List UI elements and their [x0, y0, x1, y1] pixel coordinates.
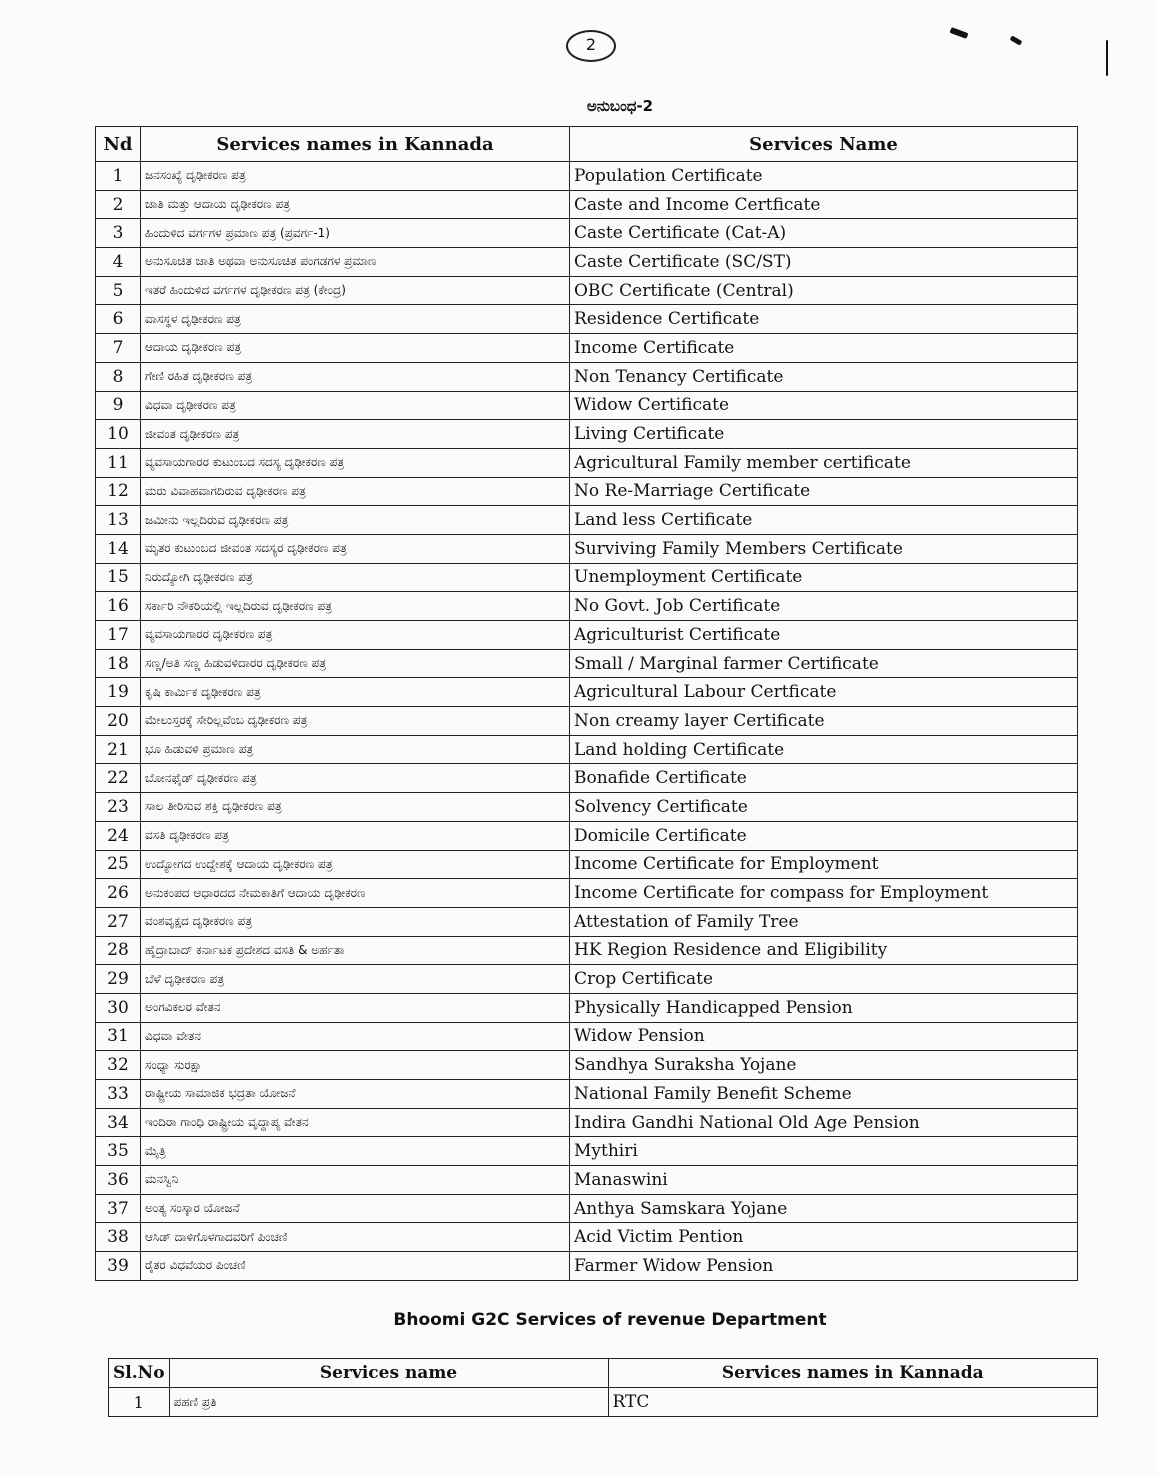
- annex-heading: ಅನುಬಂಧ-2: [586, 97, 654, 115]
- cell-no: 29: [96, 965, 141, 994]
- cell-english: Indira Gandhi National Old Age Pension: [570, 1108, 1078, 1137]
- cell-english: No Re-Marriage Certificate: [570, 477, 1078, 506]
- table-row: [96, 477, 1078, 506]
- cell-english: Small / Marginal farmer Certificate: [570, 649, 1078, 678]
- cell-english: Agricultural Family member certificate: [570, 448, 1078, 477]
- cell-no: 8: [96, 362, 141, 391]
- cell-kannada: ಇಂದಿರಾ ಗಾಂಧಿ ರಾಷ್ಟ್ರೀಯ ವೃದ್ಧಾಪ್ಯ ವೇತನ: [141, 1108, 570, 1137]
- table-row: [96, 506, 1078, 535]
- cell-no: 3: [96, 219, 141, 248]
- cell-kannada: ಭೂ ಹಿಡುವಳಿ ಪ್ರಮಾಣ ಪತ್ರ: [141, 735, 570, 764]
- cell-kannada: ಜಮೀನು ಇಲ್ಲದಿರುವ ದೃಢೀಕರಣ ಪತ್ರ: [141, 506, 570, 535]
- cell-kannada: ಕೃಷಿ ಕಾರ್ಮಿಕ ದೃಢೀಕರಣ ಪತ್ರ: [141, 678, 570, 707]
- cell-no: 6: [96, 305, 141, 334]
- header-kannada: Services names in Kannada: [141, 127, 570, 162]
- cell-kannada: ಜೀವಂತ ದೃಢೀಕರಣ ಪತ್ರ: [141, 420, 570, 449]
- table-header-row: [109, 1359, 1098, 1388]
- table-row: [96, 391, 1078, 420]
- cell-kannada: ಗೇಣಿ ರಹಿತ ದೃಢೀಕರಣ ಪತ್ರ: [141, 362, 570, 391]
- cell-no: 23: [96, 793, 141, 822]
- cell-english: Non creamy layer Certificate: [570, 707, 1078, 736]
- cell-english: No Govt. Job Certificate: [570, 592, 1078, 621]
- cell-kannada: ಸಾಲ ತೀರಿಸುವ ಶಕ್ತಿ ದೃಢೀಕರಣ ಪತ್ರ: [141, 793, 570, 822]
- cell-no: 12: [96, 477, 141, 506]
- cell-no: 7: [96, 334, 141, 363]
- bhoomi-table-body: [109, 1388, 1098, 1417]
- cell-english: Manaswini: [570, 1166, 1078, 1195]
- cell-english: Land less Certificate: [570, 506, 1078, 535]
- cell-english: Income Certificate for Employment: [570, 850, 1078, 879]
- cell-no: 37: [96, 1194, 141, 1223]
- cell-english: Non Tenancy Certificate: [570, 362, 1078, 391]
- cell-no: 9: [96, 391, 141, 420]
- services-table-body: [96, 162, 1078, 1281]
- cell-no: 16: [96, 592, 141, 621]
- table-row: [96, 1051, 1078, 1080]
- cell-kannada: ವ್ಯವಸಾಯಗಾರರ ಕುಟುಂಬದ ಸದಸ್ಯ ದೃಢೀಕರಣ ಪತ್ರ: [141, 448, 570, 477]
- cell-english: Solvency Certificate: [570, 793, 1078, 822]
- cell-kannada: ಮೇಲುಸ್ತರಕ್ಕೆ ಸೇರಿಲ್ಲವೆಂಬ ದೃಢೀಕರಣ ಪತ್ರ: [141, 707, 570, 736]
- scan-mark: [1010, 35, 1023, 45]
- cell-kannada: ಅಂತ್ಯ ಸಂಸ್ಕಾರ ಯೋಜನೆ: [141, 1194, 570, 1223]
- table-row: [96, 1252, 1078, 1281]
- cell-english: Residence Certificate: [570, 305, 1078, 334]
- table-row: [96, 448, 1078, 477]
- cell-english: Bonafide Certificate: [570, 764, 1078, 793]
- cell-no: 14: [96, 534, 141, 563]
- cell-english: Farmer Widow Pension: [570, 1252, 1078, 1281]
- cell-english: Widow Pension: [570, 1022, 1078, 1051]
- cell-no: 2: [96, 190, 141, 219]
- cell-english: Attestation of Family Tree: [570, 907, 1078, 936]
- cell-no: 1: [96, 162, 141, 191]
- header-no: Nd: [96, 127, 141, 162]
- cell-no: 35: [96, 1137, 141, 1166]
- cell-kannada: ಸಂಧ್ಯಾ ಸುರಕ್ಷಾ: [141, 1051, 570, 1080]
- table-row: [96, 1022, 1078, 1051]
- cell-no: 25: [96, 850, 141, 879]
- cell-english: Crop Certificate: [570, 965, 1078, 994]
- header-english: Services Name: [570, 127, 1078, 162]
- cell-english: Income Certificate: [570, 334, 1078, 363]
- cell-kannada: ಆದಾಯ ದೃಢೀಕರಣ ಪತ್ರ: [141, 334, 570, 363]
- table-row: [96, 850, 1078, 879]
- table-row: [96, 707, 1078, 736]
- table-row: [96, 1223, 1078, 1252]
- scan-mark: [1106, 40, 1108, 76]
- cell-kannada: ವಸತಿ ದೃಢೀಕರಣ ಪತ್ರ: [141, 821, 570, 850]
- cell-kannada: ಹಿಂದುಳಿದ ವರ್ಗಗಳ ಪ್ರಮಾಣ ಪತ್ರ (ಪ್ರವರ್ಗ-1): [141, 219, 570, 248]
- cell-no: 17: [96, 621, 141, 650]
- cell-no: 31: [96, 1022, 141, 1051]
- table-row: [96, 936, 1078, 965]
- cell-no: 33: [96, 1080, 141, 1109]
- cell-english: Mythiri: [570, 1137, 1078, 1166]
- cell-english: Living Certificate: [570, 420, 1078, 449]
- cell-kannada: ಹೈದ್ರಾಬಾದ್ ಕರ್ನಾಟಕ ಪ್ರದೇಶದ ವಸತಿ & ಅರ್ಹತಾ: [141, 936, 570, 965]
- cell-no: 27: [96, 907, 141, 936]
- table-row: [96, 190, 1078, 219]
- table-row: [96, 1080, 1078, 1109]
- cell-no: 34: [96, 1108, 141, 1137]
- cell-english: Agricultural Labour Certficate: [570, 678, 1078, 707]
- cell-no: 30: [96, 993, 141, 1022]
- cell-kannada: ವಾಸಸ್ಥಳ ದೃಢೀಕರಣ ಪತ್ರ: [141, 305, 570, 334]
- cell-kannada: ಬೆಳೆ ದೃಢೀಕರಣ ಪತ್ರ: [141, 965, 570, 994]
- cell-no: 36: [96, 1166, 141, 1195]
- cell-english: Caste Certificate (SC/ST): [570, 248, 1078, 277]
- table-row: [96, 420, 1078, 449]
- cell-kannada: ಬೋನಫೈಡ್ ದೃಢೀಕರಣ ಪತ್ರ: [141, 764, 570, 793]
- cell-kannada: ಇತರೆ ಹಿಂದುಳಿದ ವರ್ಗಗಳ ದೃಢೀಕರಣ ಪತ್ರ (ಕೇಂದ್ರ): [141, 276, 570, 305]
- cell-no: 20: [96, 707, 141, 736]
- cell-col3: RTC: [608, 1388, 1097, 1417]
- cell-kannada: ವಿಧವಾ ದೃಢೀಕರಣ ಪತ್ರ: [141, 391, 570, 420]
- cell-no: 39: [96, 1252, 141, 1281]
- cell-no: 4: [96, 248, 141, 277]
- cell-english: Caste and Income Certficate: [570, 190, 1078, 219]
- cell-no: 11: [96, 448, 141, 477]
- cell-no: 13: [96, 506, 141, 535]
- cell-kannada: ಸಣ್ಣ/ಅತಿ ಸಣ್ಣ ಹಿಡುವಳಿದಾರರ ದೃಢೀಕರಣ ಪತ್ರ: [141, 649, 570, 678]
- cell-english: Land holding Certificate: [570, 735, 1078, 764]
- cell-english: HK Region Residence and Eligibility: [570, 936, 1078, 965]
- cell-no: 22: [96, 764, 141, 793]
- cell-no: 28: [96, 936, 141, 965]
- table-row: [96, 1108, 1078, 1137]
- header-services-kannada: Services names in Kannada: [608, 1359, 1097, 1388]
- table-row: [96, 965, 1078, 994]
- table-row: [96, 248, 1078, 277]
- cell-kannada: ಉದ್ಯೋಗದ ಉದ್ದೇಶಕ್ಕೆ ಆದಾಯ ದೃಢೀಕರಣ ಪತ್ರ: [141, 850, 570, 879]
- cell-kannada: ಜಾತಿ ಮತ್ತು ಆದಾಯ ದೃಢೀಕರಣ ಪತ್ರ: [141, 190, 570, 219]
- services-table: [95, 126, 1078, 1281]
- table-row: [96, 1194, 1078, 1223]
- header-services-name: Services name: [169, 1359, 608, 1388]
- cell-no: 10: [96, 420, 141, 449]
- cell-kannada: ಆಸಿಡ್ ದಾಳಿಗೊಳಗಾದವರಿಗೆ ಪಿಂಚಣಿ: [141, 1223, 570, 1252]
- cell-col2: ಪಹಣಿ ಪ್ರತಿ: [169, 1388, 608, 1417]
- table-row: [96, 764, 1078, 793]
- cell-kannada: ವಂಶವೃಕ್ಷದ ದೃಢೀಕರಣ ಪತ್ರ: [141, 907, 570, 936]
- cell-english: Agriculturist Certificate: [570, 621, 1078, 650]
- table-row: [96, 879, 1078, 908]
- scan-mark: [950, 27, 969, 39]
- cell-no: 26: [96, 879, 141, 908]
- cell-kannada: ಜನಸಂಖ್ಯೆ ದೃಢೀಕರಣ ಪತ್ರ: [141, 162, 570, 191]
- cell-no: 5: [96, 276, 141, 305]
- cell-english: Acid Victim Pention: [570, 1223, 1078, 1252]
- cell-kannada: ಸರ್ಕಾರಿ ನೌಕರಿಯಲ್ಲಿ ಇಲ್ಲದಿರುವ ದೃಢೀಕರಣ ಪತ್ರ: [141, 592, 570, 621]
- cell-kannada: ವಿಧವಾ ವೇತನ: [141, 1022, 570, 1051]
- table-row: [96, 276, 1078, 305]
- table-row: [96, 534, 1078, 563]
- cell-kannada: ಮೈತ್ರಿ: [141, 1137, 570, 1166]
- table-row: [96, 907, 1078, 936]
- table-row: [96, 993, 1078, 1022]
- table-row: [96, 1166, 1078, 1195]
- table-row: [109, 1388, 1098, 1417]
- cell-no: 19: [96, 678, 141, 707]
- cell-no: 15: [96, 563, 141, 592]
- bhoomi-table: [108, 1358, 1098, 1417]
- cell-no: 24: [96, 821, 141, 850]
- cell-no: 1: [109, 1388, 170, 1417]
- cell-kannada: ಅಂಗವಿಕಲರ ವೇತನ: [141, 993, 570, 1022]
- cell-english: Domicile Certificate: [570, 821, 1078, 850]
- cell-no: 38: [96, 1223, 141, 1252]
- cell-kannada: ಮೃತರ ಕುಟುಂಬದ ಜೀವಂತ ಸದಸ್ಯರ ದೃಢೀಕರಣ ಪತ್ರ: [141, 534, 570, 563]
- table-row: [96, 793, 1078, 822]
- cell-english: National Family Benefit Scheme: [570, 1080, 1078, 1109]
- cell-english: Surviving Family Members Certificate: [570, 534, 1078, 563]
- cell-no: 18: [96, 649, 141, 678]
- cell-kannada: ಮರು ವಿವಾಹವಾಗದಿರುವ ದೃಢೀಕರಣ ಪತ್ರ: [141, 477, 570, 506]
- table-row: [96, 678, 1078, 707]
- cell-english: Unemployment Certificate: [570, 563, 1078, 592]
- cell-kannada: ಅನುಸೂಚಿತ ಜಾತಿ ಅಥವಾ ಅನುಸೂಚಿತ ಪಂಗಡಗಳ ಪ್ರಮಾಣ: [141, 248, 570, 277]
- table-row: [96, 1137, 1078, 1166]
- table-row: [96, 649, 1078, 678]
- cell-english: Sandhya Suraksha Yojane: [570, 1051, 1078, 1080]
- table-row: [96, 735, 1078, 764]
- cell-english: Income Certificate for compass for Employment: [570, 879, 1078, 908]
- table-row: [96, 621, 1078, 650]
- table-row: [96, 334, 1078, 363]
- cell-no: 32: [96, 1051, 141, 1080]
- table-row: [96, 592, 1078, 621]
- cell-english: Population Certificate: [570, 162, 1078, 191]
- cell-kannada: ನಿರುದ್ಯೋಗಿ ದೃಢೀಕರಣ ಪತ್ರ: [141, 563, 570, 592]
- table-row: [96, 563, 1078, 592]
- cell-english: Caste Certificate (Cat-A): [570, 219, 1078, 248]
- cell-english: Widow Certificate: [570, 391, 1078, 420]
- cell-kannada: ಮನಸ್ವಿನಿ: [141, 1166, 570, 1195]
- cell-kannada: ರೈತರ ವಿಧವೆಯರ ಪಿಂಚಣಿ: [141, 1252, 570, 1281]
- cell-english: Physically Handicapped Pension: [570, 993, 1078, 1022]
- cell-english: OBC Certificate (Central): [570, 276, 1078, 305]
- section-title: Bhoomi G2C Services of revenue Department: [393, 1310, 827, 1330]
- page-number: 2: [566, 30, 616, 62]
- table-row: [96, 162, 1078, 191]
- cell-kannada: ರಾಷ್ಟ್ರೀಯ ಸಾಮಾಜಿಕ ಭದ್ರತಾ ಯೋಜನೆ: [141, 1080, 570, 1109]
- table-row: [96, 362, 1078, 391]
- cell-kannada: ವ್ಯವಸಾಯಗಾರರ ದೃಢೀಕರಣ ಪತ್ರ: [141, 621, 570, 650]
- table-header-row: [96, 127, 1078, 162]
- table-row: [96, 305, 1078, 334]
- cell-kannada: ಅನುಕಂಪದ ಆಧಾರದದ ನೇಮಕಾತಿಗೆ ಆದಾಯ ದೃಢೀಕರಣ: [141, 879, 570, 908]
- header-slno: Sl.No: [109, 1359, 170, 1388]
- table-row: [96, 219, 1078, 248]
- table-row: [96, 821, 1078, 850]
- cell-english: Anthya Samskara Yojane: [570, 1194, 1078, 1223]
- cell-no: 21: [96, 735, 141, 764]
